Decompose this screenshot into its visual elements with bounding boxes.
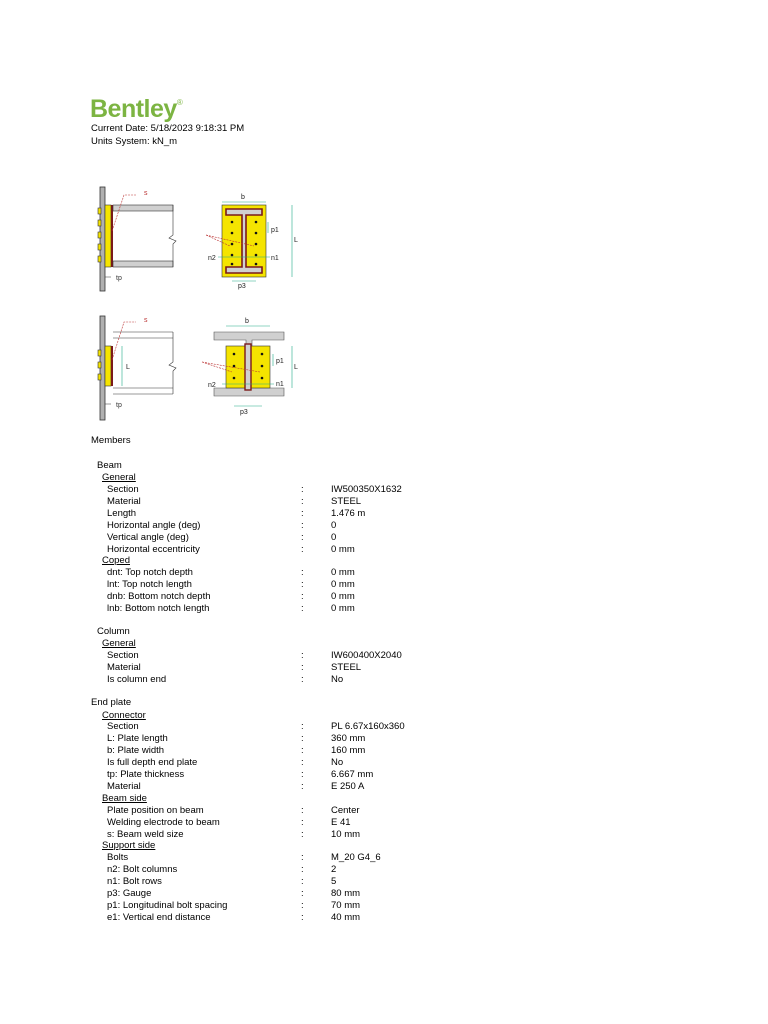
p1-label: p1 <box>276 358 284 365</box>
row-colon: : <box>301 591 304 602</box>
beam-general-heading: General <box>102 472 136 483</box>
row-value: PL 6.67x160x360 <box>331 721 405 732</box>
plate-front-diagram-full-depth <box>206 190 302 290</box>
row-label: Welding electrode to beam <box>107 817 220 828</box>
current-date: Current Date: 5/18/2023 9:18:31 PM <box>91 123 245 134</box>
report-meta <box>91 123 244 148</box>
row-label: Section <box>107 484 139 495</box>
row-colon: : <box>301 829 304 840</box>
row-value: 0 <box>331 532 337 543</box>
row-value: 2 <box>331 864 337 875</box>
row-value: 1.476 m <box>331 508 366 519</box>
row-value: 5 <box>331 876 337 887</box>
row-label: Material <box>107 496 141 507</box>
n2-label: n2 <box>208 382 216 389</box>
row-label: dnb: Bottom notch depth <box>107 591 211 602</box>
row-colon: : <box>301 603 304 614</box>
row-colon: : <box>301 662 304 673</box>
beam-coped-heading: Coped <box>102 555 130 566</box>
beam-web <box>245 344 251 390</box>
side-view-diagram-full-depth <box>96 183 180 295</box>
row-value: 0 mm <box>331 591 355 602</box>
end-plate <box>105 205 111 267</box>
row-colon: : <box>301 805 304 816</box>
row-value: 0 mm <box>331 567 355 578</box>
row-label: Length <box>107 508 137 519</box>
L-label: L <box>126 364 130 371</box>
row-label: n2: Bolt columns <box>107 864 178 875</box>
row-colon: : <box>301 650 304 661</box>
row-value: STEEL <box>331 662 362 673</box>
tp-label: tp <box>116 402 122 409</box>
row-label: Section <box>107 650 139 661</box>
row-value: 0 mm <box>331 579 355 590</box>
row-value: M_20 G4_6 <box>331 852 381 863</box>
row-label: dnt: Top notch depth <box>107 567 193 578</box>
row-colon: : <box>301 567 304 578</box>
row-label: Is column end <box>107 674 167 685</box>
row-label: n1: Bolt rows <box>107 876 162 887</box>
row-value: 360 mm <box>331 733 366 744</box>
row-colon: : <box>301 876 304 887</box>
row-label: Material <box>107 781 141 792</box>
weld-leader <box>112 195 136 231</box>
units-system: Units System: kN_m <box>91 135 178 147</box>
break-line <box>169 332 176 394</box>
row-value: STEEL <box>331 496 362 507</box>
row-label: lnb: Bottom notch length <box>107 603 210 614</box>
end-plate <box>105 346 111 386</box>
beam-bottom-flange <box>113 261 173 267</box>
bolt-heads <box>98 350 101 380</box>
row-label: tp: Plate thickness <box>107 769 185 780</box>
row-value: 0 mm <box>331 544 355 555</box>
row-value: E 250 A <box>331 781 365 792</box>
row-label: lnt: Top notch length <box>107 579 192 590</box>
row-label: Horizontal eccentricity <box>107 544 200 555</box>
row-value: 80 mm <box>331 888 361 899</box>
end-plate-heading: End plate <box>91 697 132 708</box>
row-colon: : <box>301 674 304 685</box>
row-label: b: Plate width <box>107 745 165 756</box>
row-colon: : <box>301 579 304 590</box>
members-heading: Members <box>91 435 131 446</box>
row-colon: : <box>301 532 304 543</box>
row-colon: : <box>301 888 304 899</box>
bentley-logo <box>90 94 183 124</box>
row-label: Horizontal angle (deg) <box>107 520 201 531</box>
column-flange <box>100 187 105 291</box>
row-value: 10 mm <box>331 829 361 840</box>
L-label: L <box>294 237 298 244</box>
row-label: Bolts <box>107 852 129 863</box>
weld-size-label: s <box>144 317 148 324</box>
weld <box>111 346 113 386</box>
row-value: 0 <box>331 520 337 531</box>
row-value: 6.667 mm <box>331 769 374 780</box>
row-colon: : <box>301 852 304 863</box>
row-label: p3: Gauge <box>107 888 152 899</box>
n1-label: n1 <box>271 255 279 262</box>
row-colon: : <box>301 757 304 768</box>
row-value: 40 mm <box>331 912 361 923</box>
side-view-diagram-partial-depth <box>96 312 180 424</box>
row-colon: : <box>301 508 304 519</box>
n2-label: n2 <box>208 255 216 262</box>
row-colon: : <box>301 733 304 744</box>
row-colon: : <box>301 912 304 923</box>
row-value: Center <box>331 805 360 816</box>
row-value: 70 mm <box>331 900 361 911</box>
column-heading: Column <box>97 626 130 637</box>
row-colon: : <box>301 721 304 732</box>
b-label: b <box>245 318 249 325</box>
row-label: Material <box>107 662 141 673</box>
row-value: E 41 <box>331 817 351 828</box>
logo-text: Bentley <box>90 95 177 123</box>
row-value: 0 mm <box>331 603 355 614</box>
row-label: Is full depth end plate <box>107 757 198 768</box>
support-side-heading: Support side <box>102 840 156 851</box>
weld-leader <box>112 322 136 360</box>
row-colon: : <box>301 544 304 555</box>
row-colon: : <box>301 817 304 828</box>
connector-heading: Connector <box>102 710 146 721</box>
row-colon: : <box>301 496 304 507</box>
tp-label: tp <box>116 275 122 282</box>
row-label: p1: Longitudinal bolt spacing <box>107 900 228 911</box>
plate-front-diagram-partial-depth <box>200 316 308 420</box>
row-label: s: Beam weld size <box>107 829 184 840</box>
row-value: No <box>331 757 344 768</box>
beam-heading: Beam <box>97 460 122 471</box>
row-value: IW500350X1632 <box>331 484 402 495</box>
row-label: Vertical angle (deg) <box>107 532 189 543</box>
column-general-heading: General <box>102 638 136 649</box>
p1-label: p1 <box>271 227 279 234</box>
row-label: e1: Vertical end distance <box>107 912 211 923</box>
n1-label: n1 <box>276 381 284 388</box>
row-label: Plate position on beam <box>107 805 204 816</box>
L-label: L <box>294 364 298 371</box>
row-colon: : <box>301 484 304 495</box>
row-colon: : <box>301 781 304 792</box>
break-line <box>169 205 176 267</box>
p3-label: p3 <box>240 409 248 416</box>
row-label: L: Plate length <box>107 733 168 744</box>
weld-size-label: s <box>144 190 148 197</box>
logo-registered-mark: ® <box>176 98 183 107</box>
row-colon: : <box>301 745 304 756</box>
row-label: Section <box>107 721 139 732</box>
row-value: No <box>331 674 344 685</box>
row-colon: : <box>301 520 304 531</box>
b-label: b <box>241 194 245 201</box>
beam-side-heading: Beam side <box>102 793 147 804</box>
row-colon: : <box>301 864 304 875</box>
weld <box>111 205 113 267</box>
row-value: IW600400X2040 <box>331 650 402 661</box>
row-colon: : <box>301 769 304 780</box>
row-value: 160 mm <box>331 745 366 756</box>
beam-top-flange <box>113 205 173 211</box>
row-colon: : <box>301 900 304 911</box>
p3-label: p3 <box>238 283 246 290</box>
